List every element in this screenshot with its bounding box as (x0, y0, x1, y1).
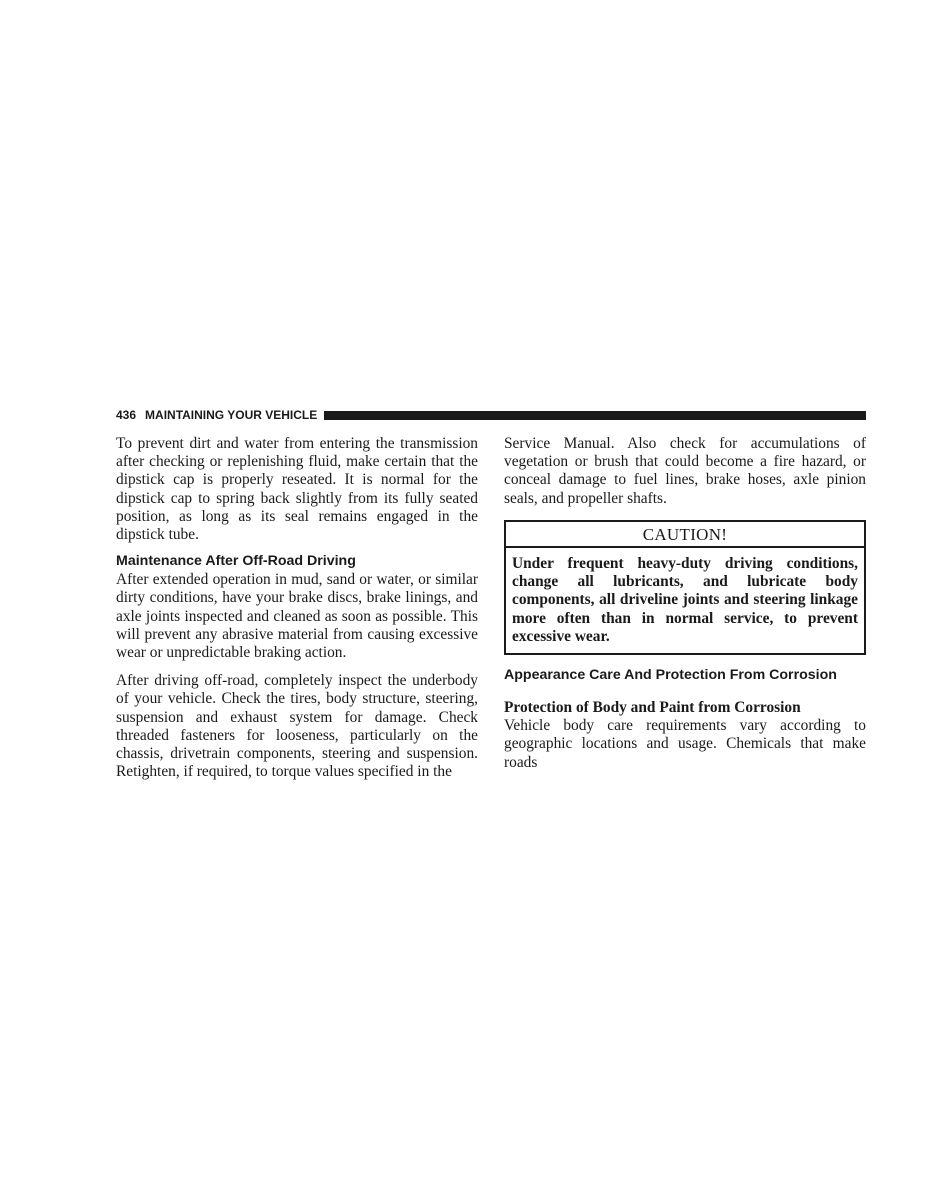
paragraph: Service Manual. Also check for accumulations of vegetation or brush that could become a fire hazard, or conceal damage to fuel lines, brake hoses, axle pinion seals, and propeller shafts. (504, 435, 866, 507)
subheading: Protection of Body and Paint from Corrosion (504, 699, 801, 717)
caution-title: CAUTION! (506, 522, 864, 548)
section-heading: Maintenance After Off-Road Driving (116, 553, 356, 570)
page-header (116, 408, 866, 422)
paragraph: After driving off-road, completely inspect the underbody of your vehicle. Check the tires, body structure, steering, suspension and exhaust system for damage. Check threaded fasteners for looseness, particularly on the chassis, drivetrain components, steering and suspension. Retighten, if required, to torque values specified in the (116, 672, 478, 781)
caution-box (504, 520, 866, 655)
left-column (116, 435, 478, 781)
paragraph: After extended operation in mud, sand or water, or similar dirty conditions, have your brake discs, brake linings, and axle joints inspected and cleaned as soon as possible. This will prevent any abrasive material from causing excessive wear or unpredictable braking action. (116, 571, 478, 662)
paragraph: Vehicle body care requirements vary according to geographic locations and usage. Chemicals that make roads (504, 717, 866, 771)
page-number: 436 (116, 408, 137, 422)
section-heading: Appearance Care And Protection From Corrosion (504, 667, 837, 684)
right-column (504, 435, 866, 772)
paragraph: To prevent dirt and water from entering the transmission after checking or replenishing fluid, make certain that the dipstick cap is properly reseated. It is normal for the dipstick cap to spring back slightly from its fully seated position, as long as its seal remains engaged in the dipstick tube. (116, 435, 478, 544)
header-rule (324, 411, 866, 420)
section-title: MAINTAINING YOUR VEHICLE (145, 408, 318, 422)
caution-text: Under frequent heavy-duty driving conditions, change all lubricants, and lubricate body components, all driveline joints and steering linkage more often than in normal service, to prevent excessive wear. (512, 555, 858, 645)
